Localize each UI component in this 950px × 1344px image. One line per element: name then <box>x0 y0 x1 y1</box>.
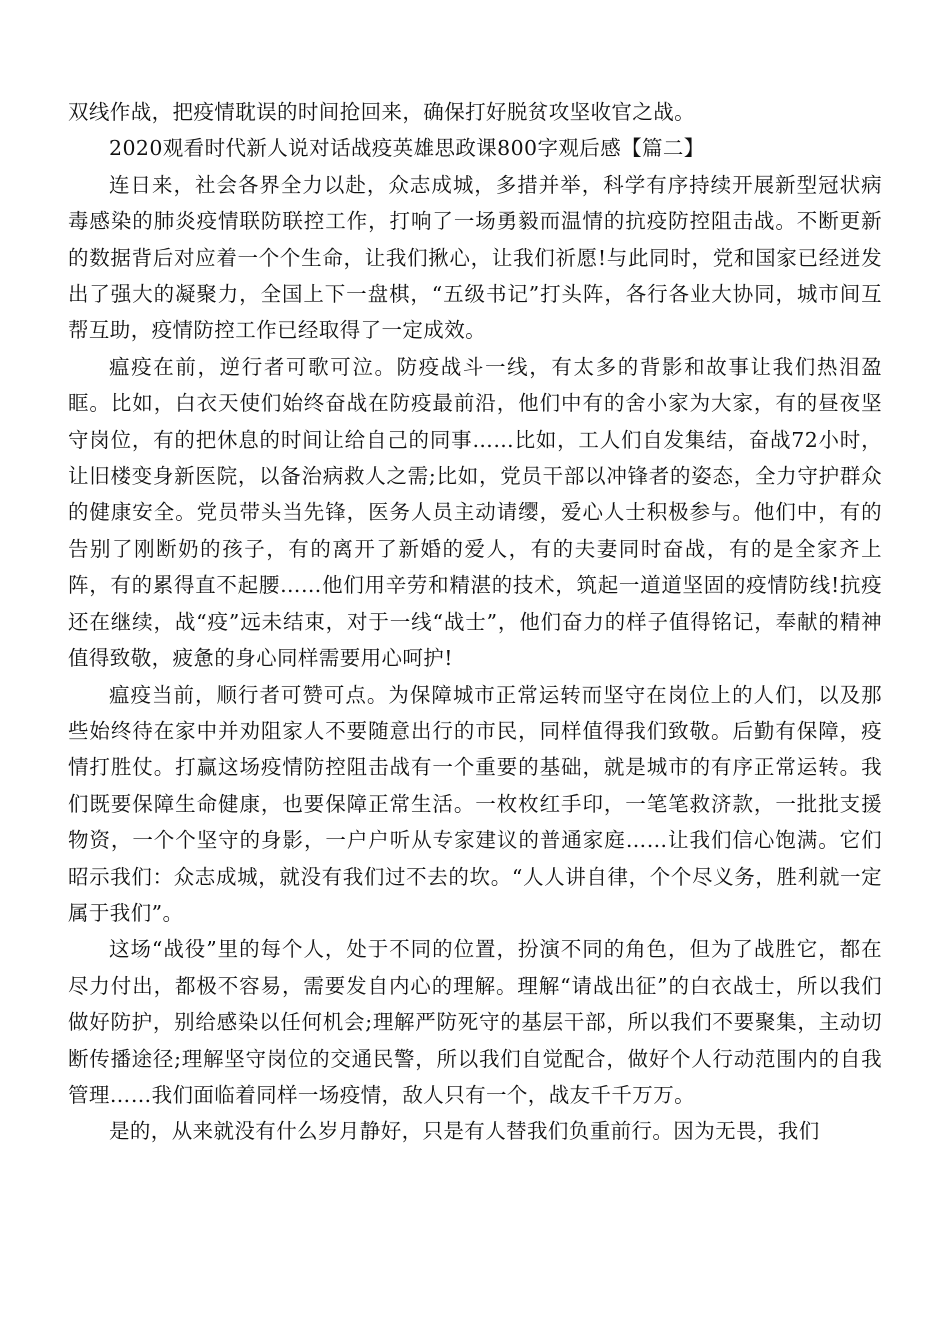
section-heading: 2020观看时代新人说对话战疫英雄思政课800字观后感【篇二】 <box>109 136 705 161</box>
continuation-paragraph: 双线作战，把疫情耽误的时间抢回来，确保打好脱贫攻坚收官之战。 <box>68 100 695 124</box>
body-paragraph: 连日来，社会各界全力以赴，众志成城，多措并举，科学有序持续开展新型冠状病毒感染的肺炎疫情联防联控工作，打响了一场勇毅而温情的抗疫防控阻击战。不断更新的数据背后对应着一个个生命，让我们揪心，让我们祈愿!与此同时，党和国家已经迸发出了强大的凝聚力，全国上下一盘棋，“五级书记”打头阵，各行各业大协同，城市间互帮互助，疫情防控工作已经取得了一定成效。 <box>68 172 882 343</box>
body-paragraph: 这场“战役”里的每个人，处于不同的位置，扮演不同的角色，但为了战胜它，都在尽力付出，都极不容易，需要发自内心的理解。理解“请战出征”的白衣战士，所以我们做好防护，别给感染以任何机会;理解严防死守的基层干部，所以我们不要聚集，主动切断传播途径;理解坚守岗位的交通民警，所以我们自觉配合，做好个人行动范围内的自我管理……我们面临着同样一场疫情，敌人只有一个，战友千千万万。 <box>68 937 882 1107</box>
document-body <box>68 94 882 1150</box>
body-paragraph: 瘟疫当前，顺行者可赞可点。为保障城市正常运转而坚守在岗位上的人们，以及那些始终待在家中并劝阻家人不要随意出行的市民，同样值得我们致敬。后勤有保障，疫情打胜仗。打赢这场疫情防控阻击战有一个重要的基础，就是城市的有序正常运转。我们既要保障生命健康，也要保障正常生活。一枚枚红手印，一笔笔救济款，一批批支援物资，一个个坚守的身影，一户户听从专家建议的普通家庭……让我们信心饱满。它们昭示我们：众志成城，就没有我们过不去的坎。“人人讲自律，个个尽义务，胜利就一定属于我们”。 <box>68 682 882 925</box>
body-paragraph: 是的，从来就没有什么岁月静好，只是有人替我们负重前行。因为无畏，我们 <box>109 1119 820 1144</box>
body-paragraph: 瘟疫在前，逆行者可歌可泣。防疫战斗一线，有太多的背影和故事让我们热泪盈眶。比如，白衣天使们始终奋战在防疫最前沿，他们中有的舍小家为大家，有的昼夜坚守岗位，有的把休息的时间让给自己的同事……比如，工人们自发集结，奋战72小时，让旧楼变身新医院，以备治病救人之需;比如，党员干部以冲锋者的姿态，全力守护群众的健康安全。党员带头当先锋，医务人员主动请缨，爱心人士积极参与。他们中，有的告别了刚断奶的孩子，有的离开了新婚的爱人，有的夫妻同时奋战，有的是全家齐上阵，有的累得直不起腰……他们用辛劳和精湛的技术，筑起一道道坚固的疫情防线!抗疫还在继续，战“疫”远未结束，对于一线“战士”，他们奋力的样子值得铭记，奉献的精神值得致敬，疲惫的身心同样需要用心呵护! <box>68 354 882 671</box>
